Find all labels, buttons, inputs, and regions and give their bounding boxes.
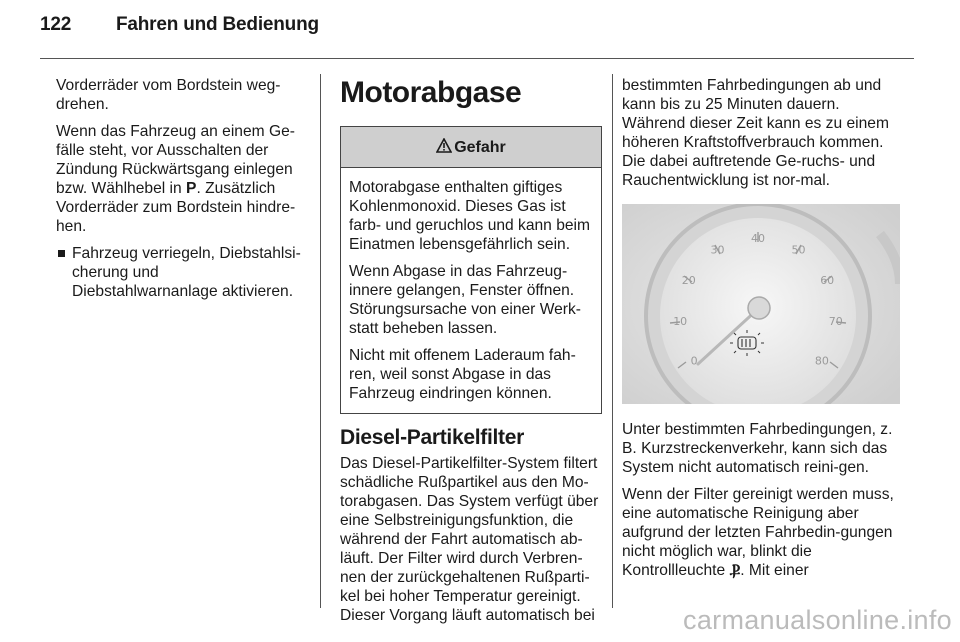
gauge-tick-label: 10 xyxy=(673,315,688,329)
paragraph: bestimmten Fahrbedingungen ab und kann bis zu 25 Minuten dauern. Während dieser Zeit kann es zu einem höheren Kraftstoffverbrauch kommen. Die dabei auftretende Ge-ruchs- und Rauchentwicklung ist nor-mal. xyxy=(622,77,889,189)
warning-title: Gefahr xyxy=(454,138,506,156)
gauge-tick-label: 50 xyxy=(791,243,806,257)
text-run: Wenn das Fahrzeug an einem Ge-fälle steht, vor Ausschalten der Zündung Rückwärtsgang einlegen bzw. Wählhebel in xyxy=(56,123,295,197)
paragraph: Vorderräder vom Bordstein weg-drehen. xyxy=(56,77,281,113)
gauge-tick-label: 30 xyxy=(710,243,725,257)
diesel-particulate-filter-icon: Ⳁ xyxy=(729,562,741,579)
text-run: Wenn der Filter gereinigt werden muss, eine automatische Reinigung aber aufgrund der letzten Fahrbedin-gungen nicht möglich war, blinkt die Kontrollleuchte xyxy=(622,486,894,579)
bullet-item: Fahrzeug verriegeln, Diebstahlsi-cherung und Diebstahlwarnanlage aktivieren. xyxy=(56,244,306,301)
gauge-tick-label: 20 xyxy=(681,274,696,287)
section-title: Fahren und Bedienung xyxy=(116,14,319,35)
warning-paragraph: Nicht mit offenem Laderaum fah-ren, weil sonst Abgase in das Fahrzeug eindringen können. xyxy=(349,347,576,402)
paragraph xyxy=(56,122,306,236)
gauge-hub xyxy=(748,297,770,319)
watermark: carmanualsonline.info xyxy=(683,605,952,635)
gauge-tick-label: 40 xyxy=(751,232,765,245)
page-header xyxy=(40,14,319,36)
gear-position-p: P xyxy=(186,180,197,197)
gauge-tick-label: 0 xyxy=(690,354,698,368)
text-run: . Zusätzlich Vorderräder zum Bordstein hindre-hen. xyxy=(56,180,296,235)
text-run: . Mit einer xyxy=(740,562,809,579)
warning-triangle-icon xyxy=(436,138,452,157)
paragraph: Unter bestimmten Fahrbedingungen, z. B. Kurzstreckenverkehr, kann sich das System nicht automatisch reini-gen. xyxy=(622,421,893,476)
column-right xyxy=(622,76,905,588)
gauge-tick-label: 60 xyxy=(820,274,835,287)
section-heading: Motorabgase xyxy=(340,76,522,109)
header-rule xyxy=(40,58,914,59)
paragraph: Das Diesel-Partikelfilter-System filtert schädliche Rußpartikel aus den Mo-torabgasen. Das System verfügt über eine Selbstreinigungsfunktion, die während der Fahrt automatisch ab-läuft. Der Filter wird durch Verbren-nen der zurückgehaltenen Rußparti-kel bei hoher Temperatur gereinigt. Dieser Vorgang läuft automatisch bei xyxy=(340,455,599,624)
column-divider xyxy=(320,74,321,608)
warning-header xyxy=(341,127,601,168)
instrument-cluster-photo xyxy=(622,204,900,404)
gauge-tick-label: 70 xyxy=(828,315,843,329)
column-divider xyxy=(612,74,613,608)
column-middle xyxy=(340,70,602,633)
column-left xyxy=(56,76,306,309)
gauge-tick-label: 80 xyxy=(814,354,829,368)
subsection-heading: Diesel-Partikelfilter xyxy=(340,426,524,449)
warning-paragraph: Motorabgase enthalten giftiges Kohlenmonoxid. Dieses Gas ist farb- und geruchlos und kann beim Einatmen lebensgefährlich sein. xyxy=(349,179,590,253)
warning-paragraph: Wenn Abgase in das Fahrzeug-innere gelangen, Fenster öffnen. Störungsursache von einer Werk-statt beheben lassen. xyxy=(349,263,581,337)
page-number: 122 xyxy=(40,14,72,35)
paragraph xyxy=(622,485,905,580)
warning-box xyxy=(340,126,602,414)
